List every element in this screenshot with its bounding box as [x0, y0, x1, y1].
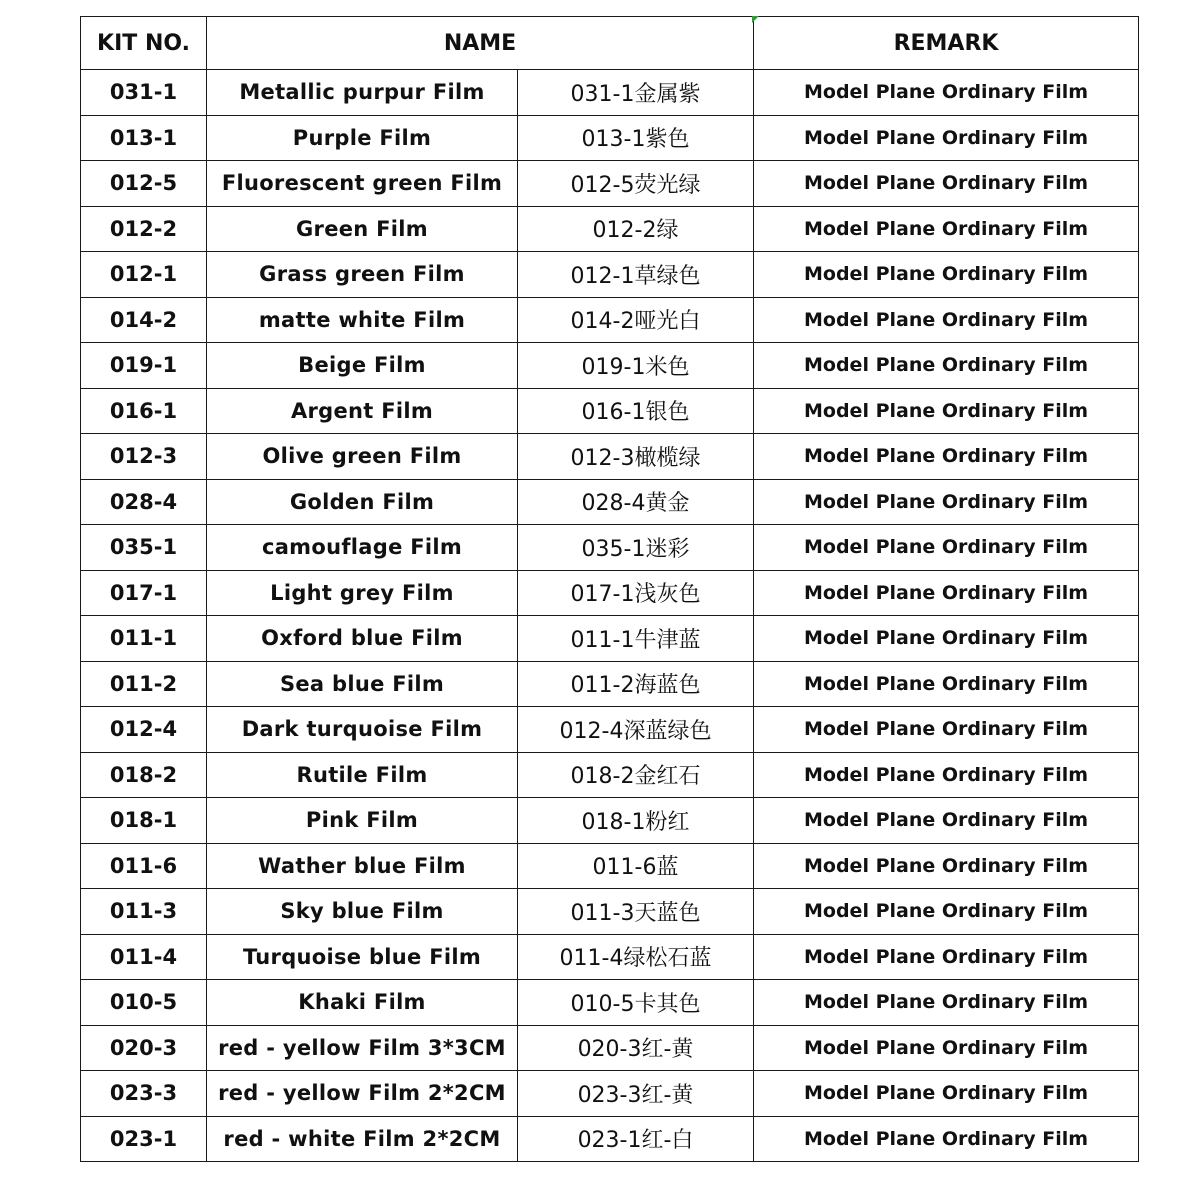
remark-cell: Model Plane Ordinary Film [754, 661, 1139, 707]
kit-number-cell: 013-1 [81, 115, 207, 161]
kit-no-header: KIT NO. [81, 17, 207, 70]
table-row [81, 934, 1139, 980]
remark-cell: Model Plane Ordinary Film [754, 707, 1139, 753]
english-name-cell: Beige Film [207, 343, 518, 389]
english-name-cell: Oxford blue Film [207, 616, 518, 662]
kit-number-cell: 023-1 [81, 1116, 207, 1162]
name-header: NAME [207, 17, 754, 70]
table-row [81, 980, 1139, 1026]
kit-number-cell: 012-2 [81, 206, 207, 252]
english-name-cell: Argent Film [207, 388, 518, 434]
chinese-name-cell: 011-2海蓝色 [518, 661, 754, 707]
table-row [81, 570, 1139, 616]
table-row [81, 434, 1139, 480]
table-row [81, 161, 1139, 207]
remark-cell: Model Plane Ordinary Film [754, 1025, 1139, 1071]
kit-number-cell: 014-2 [81, 297, 207, 343]
chinese-name-cell: 011-3天蓝色 [518, 889, 754, 935]
remark-cell: Model Plane Ordinary Film [754, 434, 1139, 480]
remark-cell: Model Plane Ordinary Film [754, 161, 1139, 207]
chinese-name-cell: 016-1银色 [518, 388, 754, 434]
table-row [81, 297, 1139, 343]
kit-number-cell: 012-4 [81, 707, 207, 753]
kit-number-cell: 012-3 [81, 434, 207, 480]
remark-cell: Model Plane Ordinary Film [754, 616, 1139, 662]
english-name-cell: Khaki Film [207, 980, 518, 1026]
chinese-name-cell: 028-4黄金 [518, 479, 754, 525]
remark-cell: Model Plane Ordinary Film [754, 798, 1139, 844]
kit-number-cell: 012-5 [81, 161, 207, 207]
table-row [81, 525, 1139, 571]
kit-number-cell: 020-3 [81, 1025, 207, 1071]
remark-cell: Model Plane Ordinary Film [754, 843, 1139, 889]
english-name-cell: Olive green Film [207, 434, 518, 480]
chinese-name-cell: 023-3红-黄 [518, 1071, 754, 1117]
table-row [81, 1025, 1139, 1071]
table-row [81, 752, 1139, 798]
table-row [81, 661, 1139, 707]
english-name-cell: Sea blue Film [207, 661, 518, 707]
english-name-cell: Golden Film [207, 479, 518, 525]
kit-number-cell: 011-6 [81, 843, 207, 889]
remark-cell: Model Plane Ordinary Film [754, 343, 1139, 389]
table-row [81, 388, 1139, 434]
remark-cell: Model Plane Ordinary Film [754, 752, 1139, 798]
english-name-cell: Green Film [207, 206, 518, 252]
remark-cell: Model Plane Ordinary Film [754, 115, 1139, 161]
kit-number-cell: 016-1 [81, 388, 207, 434]
remark-cell: Model Plane Ordinary Film [754, 570, 1139, 616]
kit-number-cell: 018-2 [81, 752, 207, 798]
chinese-name-cell: 012-4深蓝绿色 [518, 707, 754, 753]
english-name-cell: Sky blue Film [207, 889, 518, 935]
english-name-cell: red - yellow Film 3*3CM [207, 1025, 518, 1071]
kit-number-cell: 010-5 [81, 980, 207, 1026]
remark-cell: Model Plane Ordinary Film [754, 479, 1139, 525]
remark-cell: Model Plane Ordinary Film [754, 252, 1139, 298]
remark-cell: Model Plane Ordinary Film [754, 206, 1139, 252]
chinese-name-cell: 020-3红-黄 [518, 1025, 754, 1071]
chinese-name-cell: 018-1粉红 [518, 798, 754, 844]
table-row [81, 343, 1139, 389]
english-name-cell: red - white Film 2*2CM [207, 1116, 518, 1162]
chinese-name-cell: 010-5卡其色 [518, 980, 754, 1026]
chinese-name-cell: 011-6蓝 [518, 843, 754, 889]
table-row [81, 252, 1139, 298]
remark-cell: Model Plane Ordinary Film [754, 70, 1139, 116]
kit-number-cell: 011-4 [81, 934, 207, 980]
english-name-cell: Dark turquoise Film [207, 707, 518, 753]
chinese-name-cell: 023-1红-白 [518, 1116, 754, 1162]
film-kit-table [80, 16, 1139, 1162]
remark-cell: Model Plane Ordinary Film [754, 889, 1139, 935]
remark-cell: Model Plane Ordinary Film [754, 525, 1139, 571]
kit-number-cell: 019-1 [81, 343, 207, 389]
chinese-name-cell: 017-1浅灰色 [518, 570, 754, 616]
english-name-cell: camouflage Film [207, 525, 518, 571]
english-name-cell: Turquoise blue Film [207, 934, 518, 980]
table-row [81, 707, 1139, 753]
remark-cell: Model Plane Ordinary Film [754, 1116, 1139, 1162]
english-name-cell: Pink Film [207, 798, 518, 844]
chinese-name-cell: 014-2哑光白 [518, 297, 754, 343]
chinese-name-cell: 011-4绿松石蓝 [518, 934, 754, 980]
kit-number-cell: 031-1 [81, 70, 207, 116]
kit-number-cell: 011-1 [81, 616, 207, 662]
english-name-cell: Fluorescent green Film [207, 161, 518, 207]
remark-cell: Model Plane Ordinary Film [754, 980, 1139, 1026]
english-name-cell: Metallic purpur Film [207, 70, 518, 116]
english-name-cell: Grass green Film [207, 252, 518, 298]
english-name-cell: Purple Film [207, 115, 518, 161]
kit-number-cell: 011-3 [81, 889, 207, 935]
table-row [81, 798, 1139, 844]
kit-number-cell: 035-1 [81, 525, 207, 571]
table-row [81, 843, 1139, 889]
kit-number-cell: 012-1 [81, 252, 207, 298]
table-body [81, 70, 1139, 1162]
table-row [81, 479, 1139, 525]
chinese-name-cell: 013-1紫色 [518, 115, 754, 161]
kit-number-cell: 017-1 [81, 570, 207, 616]
chinese-name-cell: 012-2绿 [518, 206, 754, 252]
kit-number-cell: 023-3 [81, 1071, 207, 1117]
table-row [81, 616, 1139, 662]
remark-cell: Model Plane Ordinary Film [754, 1071, 1139, 1117]
remark-cell: Model Plane Ordinary Film [754, 297, 1139, 343]
kit-number-cell: 011-2 [81, 661, 207, 707]
chinese-name-cell: 011-1牛津蓝 [518, 616, 754, 662]
table-row [81, 1116, 1139, 1162]
chinese-name-cell: 018-2金红石 [518, 752, 754, 798]
english-name-cell: red - yellow Film 2*2CM [207, 1071, 518, 1117]
chinese-name-cell: 019-1米色 [518, 343, 754, 389]
english-name-cell: matte white Film [207, 297, 518, 343]
english-name-cell: Rutile Film [207, 752, 518, 798]
kit-number-cell: 018-1 [81, 798, 207, 844]
table-row [81, 70, 1139, 116]
chinese-name-cell: 035-1迷彩 [518, 525, 754, 571]
table-row [81, 889, 1139, 935]
table-row [81, 115, 1139, 161]
english-name-cell: Wather blue Film [207, 843, 518, 889]
cell-comment-marker [752, 16, 759, 23]
english-name-cell: Light grey Film [207, 570, 518, 616]
remark-cell: Model Plane Ordinary Film [754, 934, 1139, 980]
chinese-name-cell: 012-3橄榄绿 [518, 434, 754, 480]
remark-header: REMARK [754, 17, 1139, 70]
chinese-name-cell: 031-1金属紫 [518, 70, 754, 116]
kit-number-cell: 028-4 [81, 479, 207, 525]
chinese-name-cell: 012-1草绿色 [518, 252, 754, 298]
table-row [81, 1071, 1139, 1117]
chinese-name-cell: 012-5荧光绿 [518, 161, 754, 207]
table-row [81, 206, 1139, 252]
header-row [81, 17, 1139, 70]
remark-cell: Model Plane Ordinary Film [754, 388, 1139, 434]
